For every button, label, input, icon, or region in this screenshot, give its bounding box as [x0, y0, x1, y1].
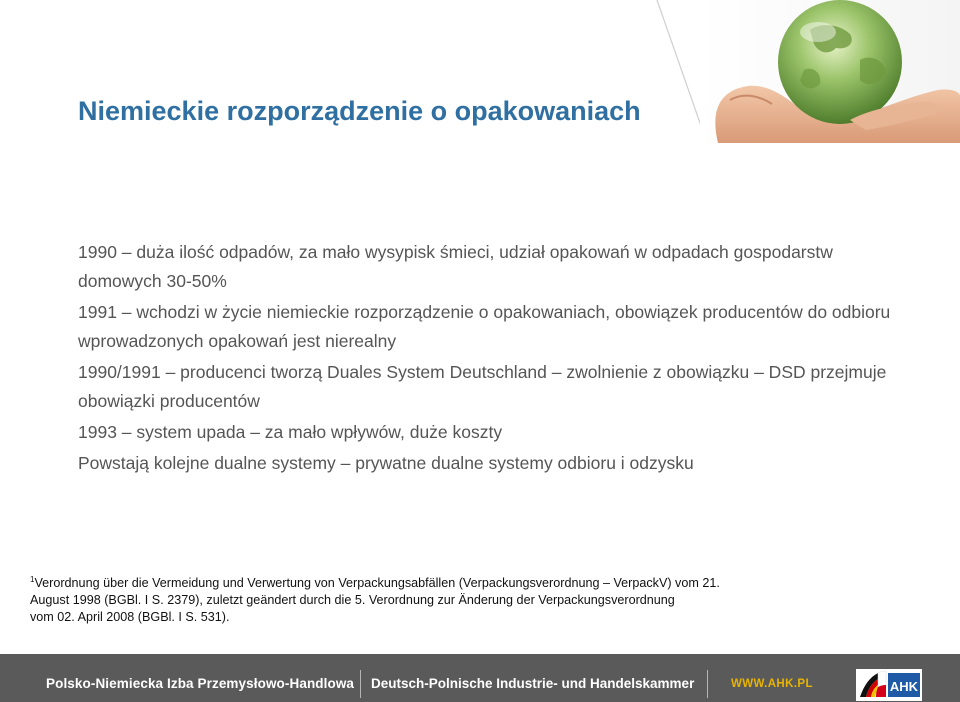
footer-website-link[interactable]: WWW.AHK.PL	[731, 678, 813, 690]
slide-title: Niemieckie rozporządzenie o opakowaniach	[78, 96, 641, 126]
footer-divider	[360, 670, 361, 698]
footnote	[30, 575, 760, 626]
bullet-item: 1993 – system upada – za mało wpływów, duże koszty	[78, 422, 503, 442]
footer-org-polish: Polsko-Niemiecka Izba Przemysłowo-Handlowa	[46, 676, 355, 691]
ahk-flag-logo	[856, 669, 922, 701]
footnote-text-1: Verordnung über die Vermeidung und Verwertung von Verpackungsabfällen (Verpackungsverordnung – VerpackV) vom 21.	[34, 576, 720, 590]
logo-text: AHK	[889, 679, 919, 694]
bullet-item: 1991 – wchodzi w życie niemieckie rozporządzenie o opakowaniach, obowiązek producentów do odbioru wprowadzonych opakowań jest nierealny	[78, 302, 891, 351]
footer-divider	[707, 670, 708, 698]
globe-in-hands-image	[700, 0, 960, 143]
footer-org-german: Deutsch-Polnische Industrie- und Handelskammer	[371, 676, 695, 691]
bullet-item: 1990 – duża ilość odpadów, za mało wysypisk śmieci, udział opakowań w odpadach gospodarstw domowych 30-50%	[78, 242, 833, 291]
bullet-list	[78, 238, 908, 478]
bullet-item: Powstają kolejne dualne systemy – prywatne dualne systemy odbioru i odzysku	[78, 453, 694, 473]
footnote-line-2: August 1998 (BGBl. I S. 2379), zuletzt geändert durch die 5. Verordnung zur Änderung der Verpackungsverordnung	[30, 593, 675, 607]
footnote-line-1	[30, 575, 760, 592]
footnote-marker: 1	[30, 575, 35, 584]
bullet-item: 1990/1991 – producenci tworzą Duales System Deutschland – zwolnienie z obowiązku – DSD przejmuje obowiązki producentów	[78, 362, 887, 411]
footnote-line-3: vom 02. April 2008 (BGBl. I S. 531).	[30, 610, 230, 624]
